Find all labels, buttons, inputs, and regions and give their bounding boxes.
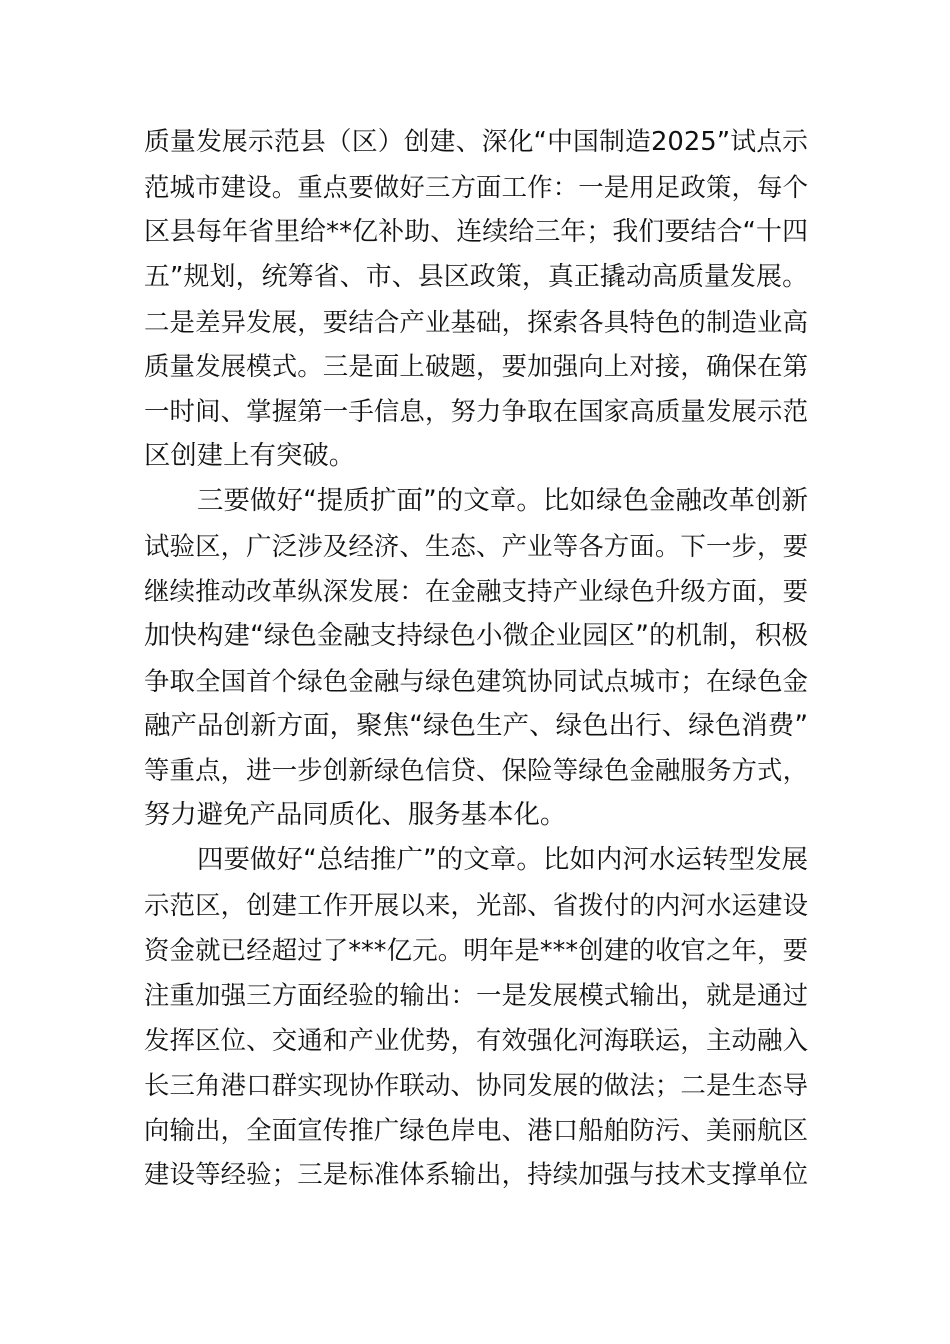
text-line: 努力避免产品同质化、服务基本化。 <box>144 799 567 831</box>
text-line: 等重点，进一步创新绿色信贷、保险等绿色金融服务方式， <box>144 755 808 786</box>
text-line: 四要做好“总结推广”的文章。比如内河水运转型发展 <box>197 844 808 876</box>
text-line: 加快构建“绿色金融支持绿色小微企业园区”的机制，积极 <box>144 619 808 651</box>
text-line: 资金就已经超过了***亿元。明年是***创建的收官之年，要 <box>144 935 808 966</box>
text-line: 一时间、掌握第一手信息，努力争取在国家高质量发展示范 <box>144 396 808 427</box>
text-line: 示范区，创建工作开展以来，光部、省拨付的内河水运建设 <box>144 890 808 921</box>
text-line: 发挥区位、交通和产业优势，有效强化河海联运，主动融入 <box>144 1024 808 1055</box>
text-line: 范城市建设。重点要做好三方面工作：一是用足政策，每个 <box>144 171 808 202</box>
text-line: 二是差异发展，要结合产业基础，探索各具特色的制造业高 <box>144 306 808 337</box>
text-line: 长三角港口群实现协作联动、协同发展的做法；二是生态导 <box>144 1069 808 1100</box>
text-line: 融产品创新方面，聚焦“绿色生产、绿色出行、绿色消费” <box>144 709 808 741</box>
text-line: 五”规划，统筹省、市、县区政策，真正撬动高质量发展。 <box>144 261 808 292</box>
paragraph-2 <box>144 479 808 838</box>
text-line: 争取全国首个绿色金融与绿色建筑协同试点城市；在绿色金 <box>144 665 808 696</box>
text-line: 继续推动改革纵深发展：在金融支持产业绿色升级方面，要 <box>144 575 808 606</box>
text-line: 质量发展示范县（区）创建、深化“中国制造2025”试点示 <box>144 127 808 157</box>
text-line: 建设等经验；三是标准体系输出，持续加强与技术支撑单位 <box>144 1159 808 1190</box>
paragraph-1 <box>144 120 808 479</box>
text-line: 试验区，广泛涉及经济、生态、产业等各方面。下一步，要 <box>144 531 808 562</box>
text-line: 区创建上有突破。 <box>144 440 356 472</box>
text-line: 注重加强三方面经验的输出：一是发展模式输出，就是通过 <box>144 979 808 1010</box>
text-line: 区县每年省里给**亿补助、连续给三年；我们要结合“十四 <box>144 216 808 247</box>
paragraph-3 <box>144 838 808 1197</box>
text-line: 质量发展模式。三是面上破题，要加强向上对接，确保在第 <box>144 351 808 382</box>
text-line: 向输出，全面宣传推广绿色岸电、港口船舶防污、美丽航区 <box>144 1114 808 1145</box>
text-line: 三要做好“提质扩面”的文章。比如绿色金融改革创新 <box>197 485 808 517</box>
document-body <box>144 120 808 1197</box>
